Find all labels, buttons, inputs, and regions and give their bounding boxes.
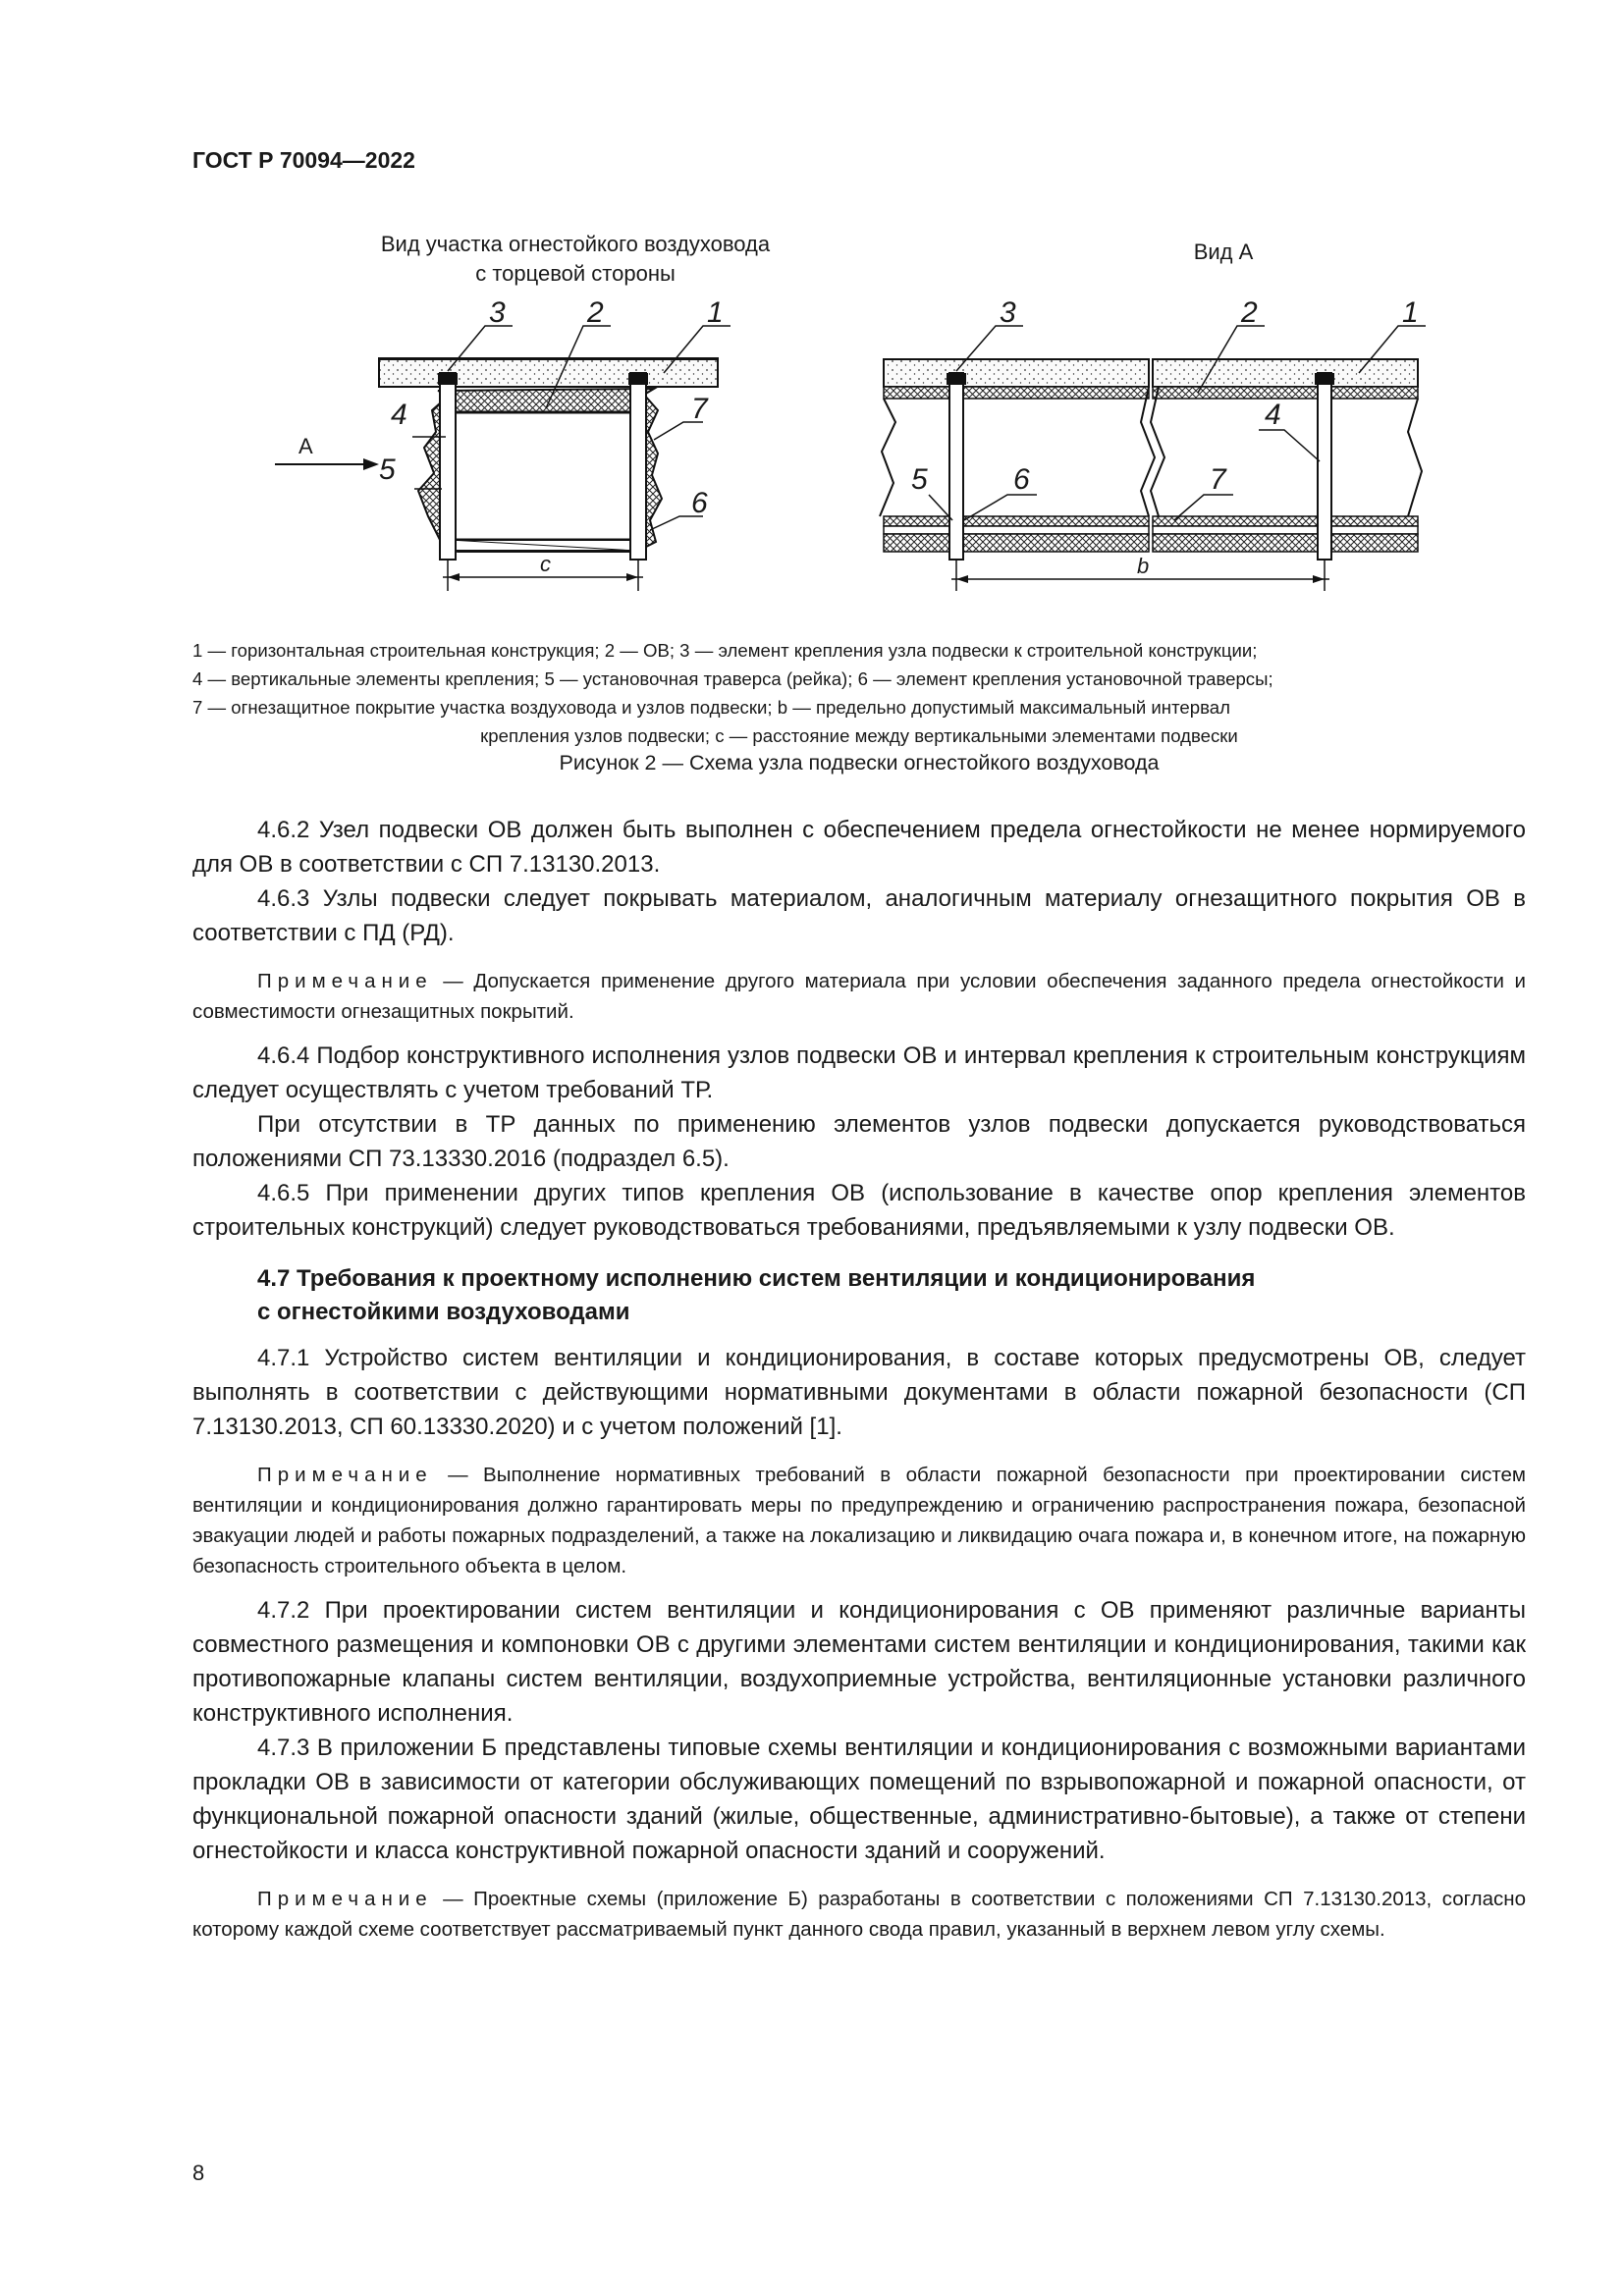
right-slab-left — [884, 359, 1149, 387]
document-code: ГОСТ Р 70094—2022 — [192, 147, 415, 173]
left-duct — [450, 412, 636, 540]
right-anchor-right — [1315, 373, 1334, 385]
right-label-7: 7 — [1210, 463, 1226, 496]
right-rod-right — [1318, 373, 1331, 560]
right-label-5: 5 — [911, 463, 928, 496]
right-anchor-left — [947, 373, 966, 385]
left-rod-right — [630, 373, 646, 560]
left-label-7: 7 — [691, 393, 708, 425]
right-label-6: 6 — [1013, 463, 1030, 496]
legend-line-1: 1 — горизонтальная строительная конструкция; 2 — ОВ; 3 — элемент крепления узла подвески к строительной конструкции; — [192, 640, 1258, 661]
figure-2 — [192, 226, 1526, 618]
legend-line-2: 4 — вертикальные элементы крепления; 5 — установочная траверса (рейка); 6 — элемент крепления установочной траверсы; — [192, 668, 1273, 689]
note-1 — [192, 966, 1526, 1027]
left-label-c: c — [540, 552, 551, 576]
left-label-1: 1 — [707, 296, 724, 329]
left-label-5: 5 — [379, 454, 396, 486]
left-anchor-left — [438, 373, 458, 385]
arrow-a-label: A — [298, 434, 313, 458]
right-view — [880, 296, 1426, 591]
figure-legend — [192, 636, 1526, 750]
paragraph-4-6-2: 4.6.2 Узел подвески ОВ должен быть выполнен с обеспечением предела огнестойкости не менее нормируемого для ОВ в соответствии с СП 7.13130.2013. — [192, 817, 1526, 878]
left-label-4: 4 — [391, 399, 407, 431]
paragraph-4-6-4-continued: При отсутствии в ТР данных по применению элементов узлов подвески допускается руководствоваться положениями СП 73.13330.2016 (подраздел 6.5). — [192, 1111, 1526, 1172]
right-rod-left — [949, 373, 963, 560]
right-label-4: 4 — [1265, 399, 1281, 431]
paragraph-4-7-2: 4.7.2 При проектировании систем вентиляции и кондиционирования с ОВ применяют различные варианты совместного размещения и компоновки ОВ с другими элементами систем вентиляции и кондиционирования, такими как противопожарные клапаны систем вентиляции, воздухоприемные устройства, вентиляционные установки различного конструктивного исполнения. — [192, 1597, 1526, 1727]
section-heading-line-1: 4.7 Требования к проектному исполнению систем вентиляции и кондиционирования — [257, 1265, 1256, 1292]
note-3 — [192, 1884, 1526, 1945]
right-label-b: b — [1137, 554, 1150, 578]
paragraph-4-6-5: 4.6.5 При применении других типов крепления ОВ (использование в качестве опор крепления элементов строительных конструкций) следует руководствоваться требованиями, предъявляемыми к узлу подвески ОВ. — [192, 1180, 1526, 1241]
section-heading-4-7 — [192, 1262, 1526, 1329]
note-1-text: — Допускается применение другого материала при условии обеспечения заданного предела огнестойкости и совместимости огнезащитных покрытий. — [192, 970, 1526, 1023]
suspension-drawing — [192, 226, 1526, 618]
right-label-3: 3 — [1000, 296, 1016, 329]
right-slab-right — [1153, 359, 1418, 387]
note-label: Примечание — [257, 1464, 433, 1486]
right-label-2: 2 — [1241, 296, 1258, 329]
left-rod-left — [440, 373, 456, 560]
note-label: Примечание — [257, 1888, 433, 1910]
left-anchor-right — [628, 373, 648, 385]
paragraph-4-7-3: 4.7.3 В приложении Б представлены типовые схемы вентиляции и кондиционирования с возможными вариантами прокладки ОВ в зависимости от категории обслуживающих помещений по взрывопожарной и пожарной опасности, от функциональной пожарной опасности зданий (жилые, общественные, административно-бытовые), а также от степени огнестойкости и класса конструктивной пожарной опасности зданий и сооружений. — [192, 1735, 1526, 1864]
legend-line-4: крепления узлов подвески; c — расстояние между вертикальными элементами подвески — [480, 725, 1238, 746]
left-label-3: 3 — [489, 296, 506, 329]
right-label-1: 1 — [1402, 296, 1419, 329]
section-heading-line-2: с огнестойкими воздуховодами — [257, 1299, 630, 1325]
paragraph-4-6-4: 4.6.4 Подбор конструктивного исполнения узлов подвески ОВ и интервал крепления к строительным конструкциям следует осуществлять с учетом требований ТР. — [192, 1042, 1526, 1103]
left-label-6: 6 — [691, 487, 708, 519]
left-view-title-line2: с торцевой стороны — [475, 261, 676, 286]
note-2-text: — Выполнение нормативных требований в области пожарной безопасности при проектировании систем вентиляции и кондиционирования должно гарантировать меры по предупреждению и ограничению распространения пожара, безопасной эвакуации людей и работы пожарных подразделений, а также на локализацию и ликвидацию очага пожара и, в конечном итоге, на пожарную безопасность строительного объекта в целом. — [192, 1464, 1526, 1577]
note-2 — [192, 1460, 1526, 1581]
page-number: 8 — [192, 2161, 205, 2185]
note-3-text: — Проектные схемы (приложение Б) разработаны в соответствии с положениями СП 7.13130.2013, согласно которому каждой схеме соответствует рассматриваемый пункт данного свода правил, указанный в верхнем левом углу схемы. — [192, 1888, 1526, 1941]
paragraph-4-6-3: 4.6.3 Узлы подвески следует покрывать материалом, аналогичным материалу огнезащитного покрытия ОВ в соответствии с ПД (РД). — [192, 885, 1526, 946]
left-view-title-line1: Вид участка огнестойкого воздуховода — [380, 232, 771, 256]
figure-caption: Рисунок 2 — Схема узла подвески огнестойкого воздуховода — [559, 751, 1160, 774]
left-view — [275, 296, 731, 591]
legend-line-3: 7 — огнезащитное покрытие участка воздуховода и узлов подвески; b — предельно допустимый максимальный интервал — [192, 697, 1230, 718]
right-view-title: Вид А — [1193, 240, 1254, 264]
body-text — [192, 813, 1526, 1956]
paragraph-4-7-1: 4.7.1 Устройство систем вентиляции и кондиционирования, в составе которых предусмотрены ОВ, следует выполнять в соответствии с действующими нормативными документами в области пожарной безопасности (СП 7.13130.2013, СП 60.13330.2020) и с учетом положений [1]. — [192, 1345, 1526, 1440]
left-slab — [379, 359, 718, 387]
left-label-2: 2 — [587, 296, 604, 329]
note-label: Примечание — [257, 970, 433, 992]
